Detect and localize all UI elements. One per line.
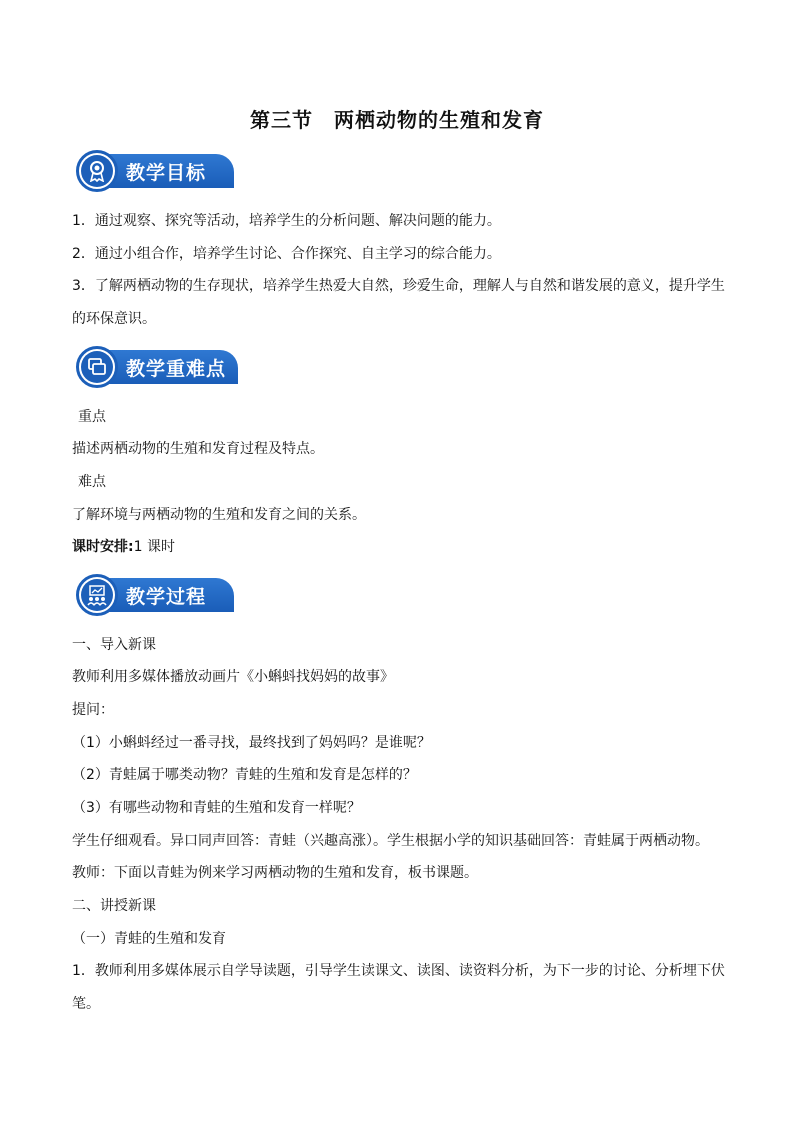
section-banner-process [76,574,234,616]
schedule-line [72,537,175,557]
nandian-text: 了解环境与两栖动物的生殖和发育之间的关系。 [72,507,366,523]
process-line-10: （一）青蛙的生殖和发育 [72,931,226,947]
process-line-4: （1）小蝌蚪经过一番寻找，最终找到了妈妈吗？是谁呢？ [72,735,431,751]
objective-1: 1．通过观察、探究等活动，培养学生的分析问题、解决问题的能力。 [72,213,501,229]
objective-2: 2．通过小组合作，培养学生讨论、合作探究、自主学习的综合能力。 [72,246,501,262]
process-line-5: （2）青蛙属于哪类动物？青蛙的生殖和发育是怎样的？ [72,767,417,783]
process-line-2: 教师利用多媒体播放动画片《小蝌蚪找妈妈的故事》 [72,669,394,685]
ribbon-award-icon [76,150,118,192]
process-line-7: 学生仔细观看。异口同声回答：青蛙（兴趣高涨）。学生根据小学的知识基础回答：青蛙属于两栖动物。 [72,833,709,849]
process-line-9: 二、讲授新课 [72,898,156,914]
process-line-1: 一、导入新课 [72,637,156,653]
banner-label-key-points: 教学重难点 [126,358,227,380]
objective-3: 3．了解两栖动物的生存现状，培养学生热爱大自然，珍爱生命，理解人与自然和谐发展的意义，提升学生 [72,278,725,294]
process-line-8: 教师：下面以青蛙为例来学习两栖动物的生殖和发育，板书课题。 [72,865,478,881]
stacked-windows-icon [76,346,118,388]
process-line-3: 提问： [72,702,114,718]
schedule-value: 1 课时 [133,539,175,555]
zhongdian-label: 重点 [78,409,106,425]
page-title: 第三节 两栖动物的生殖和发育 [250,108,544,132]
banner-label-objectives: 教学目标 [126,162,207,184]
section-banner-key-points [76,346,238,388]
schedule-label: 课时安排: [72,539,134,555]
banner-label-process: 教学过程 [126,586,207,608]
presentation-group-icon [76,574,118,616]
process-line-6: （3）有哪些动物和青蛙的生殖和发育一样呢？ [72,800,361,816]
nandian-label: 难点 [78,474,106,490]
process-line-11: 1．教师利用多媒体展示自学导读题，引导学生读课文、读图、读资料分析，为下一步的讨论、分析埋下伏 [72,963,725,979]
objective-3-cont: 的环保意识。 [72,311,156,327]
section-banner-objectives [76,150,234,192]
process-line-12: 笔。 [72,996,100,1012]
zhongdian-text: 描述两栖动物的生殖和发育过程及特点。 [72,441,324,457]
